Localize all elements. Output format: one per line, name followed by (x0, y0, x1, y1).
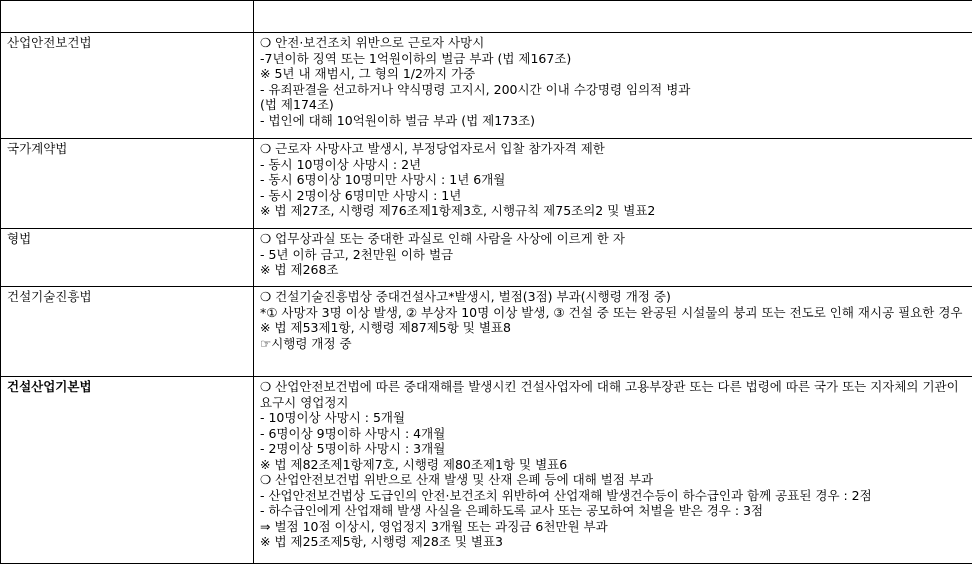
penalty-content-cell (254, 287, 972, 377)
content-line: - 산업안전보건법상 도급인의 안전·보건조치 위반하여 산업재해 발생건수등이 하수급인과 함께 공표된 경우 : 2점 (260, 487, 872, 503)
law-name-cell (1, 229, 254, 287)
content-line: ❍ 업무상과실 또는 중대한 과실로 인해 사람을 사상에 이르게 한 자 (260, 231, 625, 246)
content-line: ❍ 산업안전보건법 위반으로 산재 발생 및 산재 은폐 등에 대해 벌점 부과 (260, 472, 654, 487)
content-line: - 2명이상 5명이하 사망시 : 3개월 (260, 441, 446, 456)
table-header-row (1, 1, 972, 33)
law-name-cell (1, 33, 254, 139)
penalty-content-cell (254, 229, 972, 287)
content-line: - 10명이상 사망시 : 5개월 (260, 410, 406, 425)
table-row (1, 139, 972, 229)
law-name: 형법 (7, 231, 32, 246)
content-line: ❍ 건설기술진흥법상 중대건설사고*발생시, 벌점(3점) 부과(시행령 개정 중) (260, 289, 671, 304)
law-name: 국가계약법 (7, 141, 68, 156)
content-line: (법 제174조) (260, 97, 334, 112)
table-row (1, 287, 972, 377)
table-row (1, 377, 972, 564)
content-line: ❍ 산업안전보건법에 따른 중대재해를 발생시킨 건설사업자에 대해 고용부장관 또는 다른 법령에 따른 국가 또는 지자체의 기관이 요구시 영업정지 (260, 379, 959, 410)
content-line: ※ 법 제25조제5항, 시행령 제28조 및 별표3 (260, 534, 503, 549)
content-line: - 동시 10명이상 사망시 : 2년 (260, 156, 422, 172)
law-name-cell (1, 287, 254, 377)
content-line: ※ 법 제27조, 시행령 제76조제1항제3호, 시행규칙 제75조의2 및 별표2 (260, 203, 656, 218)
header-cell-content (254, 1, 972, 33)
content-line: ⇒ 벌점 10점 이상시, 영업정지 3개월 또는 과징금 6천만원 부과 (260, 518, 608, 534)
content-line: ☞시행령 개정 중 (260, 335, 352, 351)
content-line: ※ 법 제268조 (260, 262, 339, 277)
content-line: - 5년 이하 금고, 2천만원 이하 벌금 (260, 246, 454, 262)
content-line: ❍ 근로자 사망사고 발생시, 부정당업자로서 입찰 참가자격 제한 (260, 141, 605, 156)
content-line: ※ 법 제53제1항, 시행령 제87제5항 및 별표8 (260, 320, 511, 335)
penalty-content-cell (254, 33, 972, 139)
content-line: - 법인에 대해 10억원이하 벌금 부과 (법 제173조) (260, 112, 536, 128)
law-name: 건설산업기본법 (7, 379, 92, 394)
law-name-cell (1, 139, 254, 229)
law-name-cell (1, 377, 254, 564)
content-line: ※ 5년 내 재범시, 그 형의 1/2까지 가중 (260, 66, 476, 81)
content-line: - 동시 2명이상 6명미만 사망시 : 1년 (260, 187, 462, 203)
content-line: - 유죄판결을 선고하거나 약식명령 고지시, 200시간 이내 수강명령 임의적 병과 (260, 81, 691, 97)
law-name: 산업안전보건법 (7, 35, 92, 50)
table-row (1, 33, 972, 139)
content-line: -7년이하 징역 또는 1억원이하의 벌금 부과 (법 제167조) (260, 50, 572, 66)
content-line: - 하수급인에게 산업재해 발생 사실을 은폐하도록 교사 또는 공모하여 처벌을 받은 경우 : 3점 (260, 503, 764, 518)
content-line: - 6명이상 9명이하 사망시 : 4개월 (260, 425, 446, 441)
content-line: ❍ 안전·보건조치 위반으로 근로자 사망시 (260, 35, 485, 50)
content-line: - 동시 6명이상 10명미만 사망시 : 1년 6개월 (260, 172, 506, 187)
penalty-content-cell (254, 139, 972, 229)
law-name: 건설기술진흥법 (7, 289, 92, 304)
header-cell-law (1, 1, 254, 33)
content-line: ※ 법 제82조제1항제7호, 시행령 제80조제1항 및 별표6 (260, 456, 568, 472)
content-line: *① 사망자 3명 이상 발생, ② 부상자 10명 이상 발생, ③ 건설 중 또는 완공된 시설물의 붕괴 또는 전도로 인해 재시공 필요한 경우 (260, 304, 963, 320)
table-row (1, 229, 972, 287)
penalty-content-cell (254, 377, 972, 564)
